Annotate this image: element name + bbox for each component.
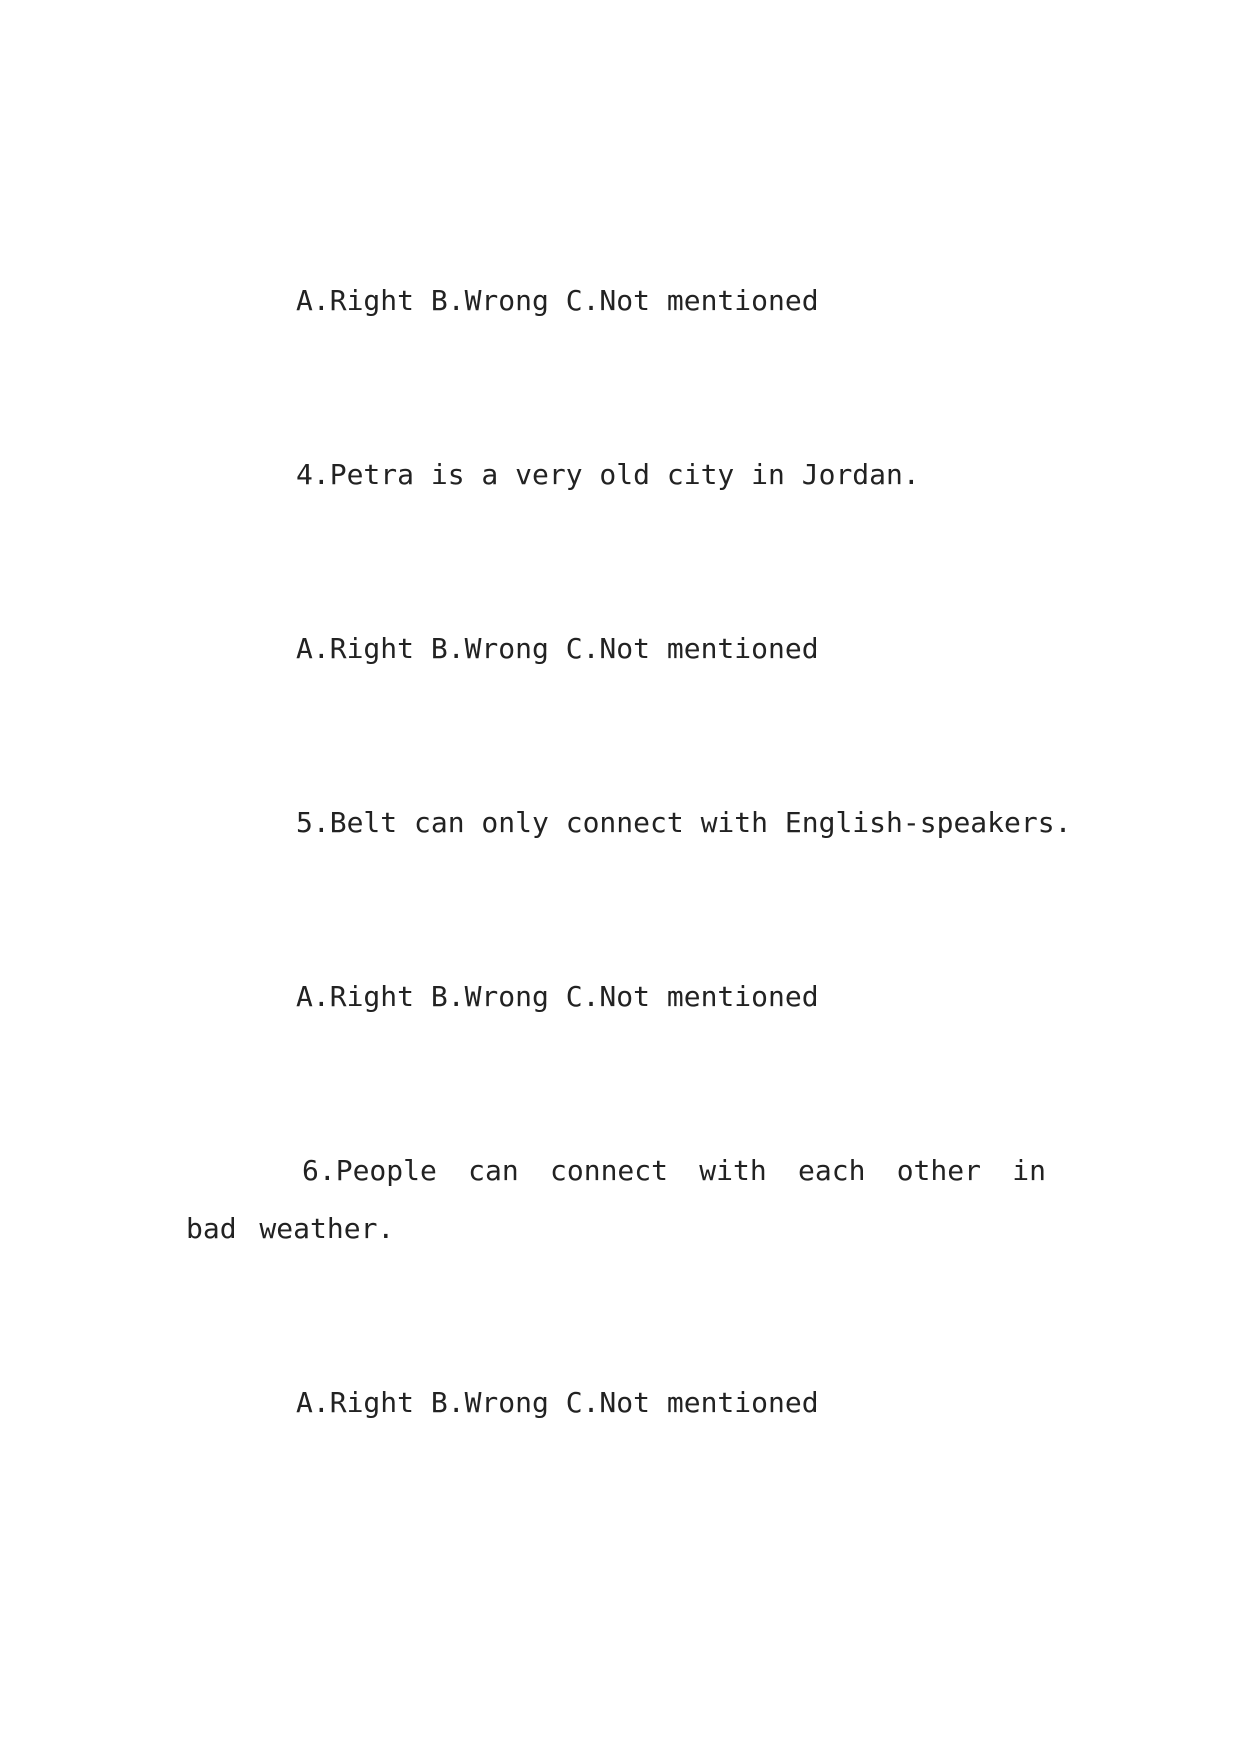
question-6: 6.People can connect with each other in bad weather. [186, 1154, 1046, 1245]
answer-options: A.Right B.Wrong C.Not mentioned [296, 284, 819, 317]
answer-options: A.Right B.Wrong C.Not mentioned [296, 980, 819, 1013]
question-5: 5.Belt can only connect with English-speakers. [296, 806, 1072, 839]
answer-options: A.Right B.Wrong C.Not mentioned [296, 1386, 819, 1419]
question-4: 4.Petra is a very old city in Jordan. [296, 458, 920, 491]
answer-options: A.Right B.Wrong C.Not mentioned [296, 632, 819, 665]
